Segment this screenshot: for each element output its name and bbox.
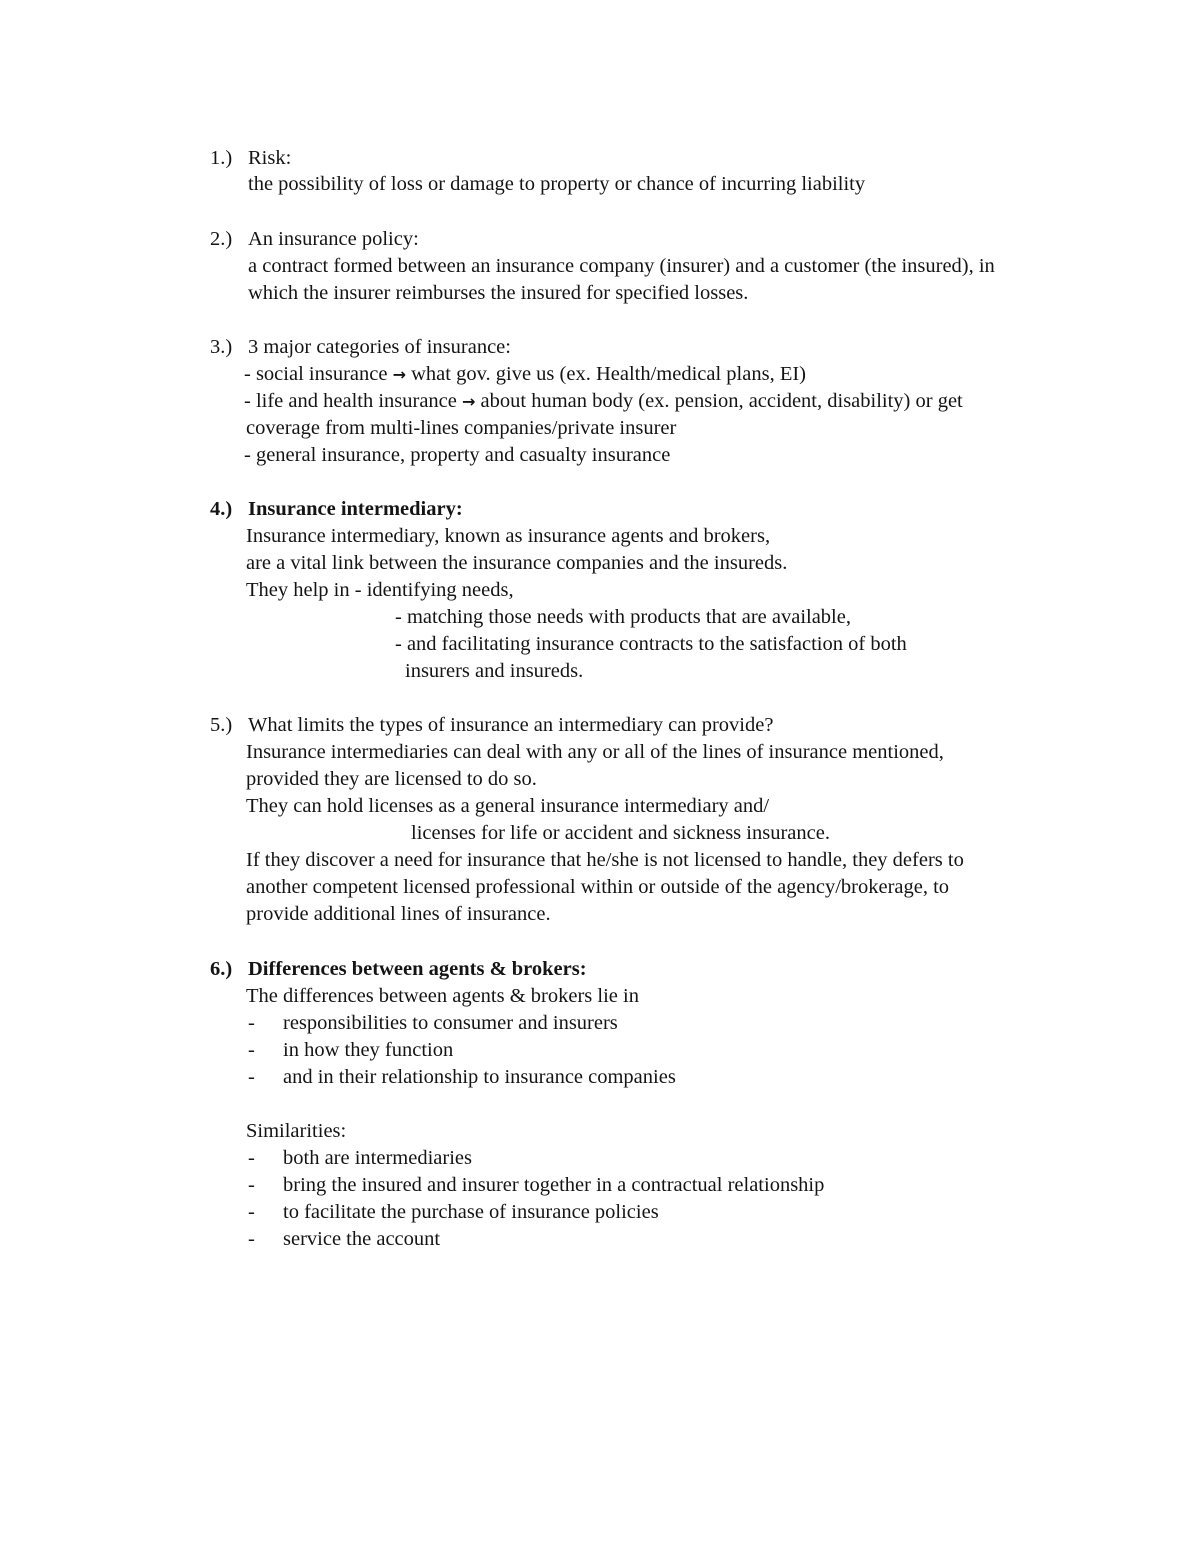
section-4-line-1: Insurance intermediary, known as insurance agents and brokers, [246, 525, 771, 547]
section-5-line-2: provided they are licensed to do so. [246, 768, 537, 790]
section-3-item-2-continuation: coverage from multi-lines companies/private insurer [246, 417, 677, 439]
section-3-number: 3.) [210, 336, 233, 358]
section-5-line-6: another competent licensed professional within or outside of the agency/brokerage, to [246, 876, 950, 898]
similarity-item: service the account [283, 1228, 441, 1250]
section-5-line-7: provide additional lines of insurance. [246, 903, 551, 925]
section-3-item-3: - general insurance, property and casualty insurance [244, 444, 671, 466]
section-2-heading: An insurance policy: [248, 228, 419, 250]
section-3-item-1 [244, 361, 806, 388]
section-2-text-line-2: which the insurer reimburses the insured for specified losses. [248, 282, 749, 304]
similarities-label: Similarities: [246, 1120, 347, 1142]
item-1-lead: - social insurance [244, 363, 388, 385]
section-5-line-3: They can hold licenses as a general insurance intermediary and/ [246, 795, 770, 817]
section-4-number: 4.) [210, 498, 233, 520]
bullet-dash: - [248, 1228, 255, 1250]
arrow-right-icon: → [462, 392, 476, 411]
section-2-text-line-1: a contract formed between an insurance company (insurer) and a customer (the insured), in [248, 255, 995, 277]
section-6-intro: The differences between agents & brokers lie in [246, 985, 639, 1007]
item-2-detail: about human body (ex. pension, accident, disability) or get [480, 390, 963, 412]
section-5-line-4: licenses for life or accident and sickness insurance. [411, 822, 830, 844]
bullet-dash: - [248, 1012, 255, 1034]
section-1-text: the possibility of loss or damage to property or chance of incurring liability [248, 173, 866, 195]
bullet-dash: - [248, 1174, 255, 1196]
similarity-item: both are intermediaries [283, 1147, 472, 1169]
item-1-detail: what gov. give us (ex. Health/medical plans, EI) [411, 363, 806, 385]
section-4-line-3: They help in - identifying needs, [246, 579, 514, 601]
section-5-line-1: Insurance intermediaries can deal with any or all of the lines of insurance mentioned, [246, 741, 944, 763]
bullet-dash: - [248, 1201, 255, 1223]
bullet-dash: - [248, 1039, 255, 1061]
section-3-heading: 3 major categories of insurance: [248, 336, 511, 358]
difference-item: in how they function [283, 1039, 454, 1061]
section-4-sub-line-2: - and facilitating insurance contracts to the satisfaction of both [395, 633, 907, 655]
section-1-number: 1.) [210, 147, 233, 169]
section-2-number: 2.) [210, 228, 233, 250]
section-6-number: 6.) [210, 958, 233, 980]
section-1-heading: Risk: [248, 147, 292, 169]
section-4-line-2: are a vital link between the insurance companies and the insureds. [246, 552, 788, 574]
bullet-dash: - [248, 1147, 255, 1169]
section-4-heading: Insurance intermediary: [248, 498, 463, 520]
similarity-item: bring the insured and insurer together in a contractual relationship [283, 1174, 825, 1196]
section-4-sub-line-3: insurers and insureds. [405, 660, 584, 682]
arrow-right-icon: → [392, 365, 406, 384]
section-5-number: 5.) [210, 714, 233, 736]
section-6-heading: Differences between agents & brokers: [248, 958, 587, 980]
section-5-heading: What limits the types of insurance an intermediary can provide? [248, 714, 774, 736]
section-4-sub-line-1: - matching those needs with products that are available, [395, 606, 851, 628]
difference-item: and in their relationship to insurance companies [283, 1066, 676, 1088]
item-2-lead: - life and health insurance [244, 390, 457, 412]
section-3-item-2 [244, 388, 963, 415]
bullet-dash: - [248, 1066, 255, 1088]
section-5-line-5: If they discover a need for insurance that he/she is not licensed to handle, they defers to [246, 849, 964, 871]
similarity-item: to facilitate the purchase of insurance policies [283, 1201, 659, 1223]
difference-item: responsibilities to consumer and insurers [283, 1012, 618, 1034]
